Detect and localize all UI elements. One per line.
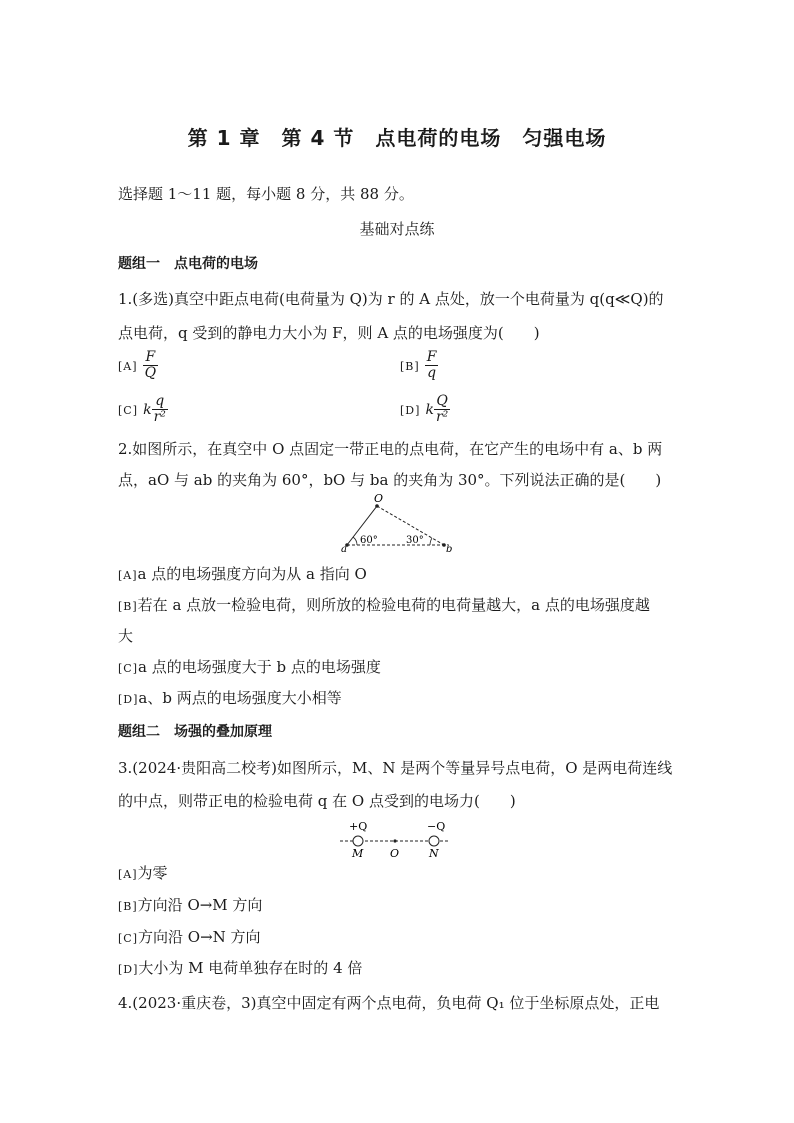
q3-text-line1: 3.(2024·贵阳高二校考)如图所示，M、N 是两个等量异号点电荷，O 是两电荷连线 (118, 759, 673, 777)
q3-text-line2: 的中点，则带正电的检验电荷 q 在 O 点受到的电场力( ) (118, 792, 516, 810)
intro-text: 选择题 1～11 题，每小题 8 分，共 88 分。 (118, 185, 414, 203)
option-label: [C] (118, 404, 138, 417)
q3-option-a[interactable]: [A]为零 (118, 864, 168, 882)
q2-text-line1: 2.如图所示，在真空中 O 点固定一带正电的点电荷，在它产生的电场中有 a、b 两 (118, 440, 663, 458)
fraction: $\frac{q}{\text{r²}}$ (153, 393, 166, 425)
option-label: [D] (400, 404, 421, 417)
section-heading: 基础对点练 (359, 220, 435, 238)
charge-M (353, 836, 363, 846)
charge-N (429, 836, 439, 846)
label-plus-Q: +Q (349, 820, 368, 833)
label-O: O (390, 847, 400, 860)
option-label: [B] (400, 360, 420, 373)
label-minus-Q: −Q (427, 820, 446, 833)
q1-option-b[interactable] (400, 350, 438, 381)
q3-option-b[interactable]: [B]方向沿 O→M 方向 (118, 896, 263, 914)
label-a: a (341, 544, 347, 555)
q2-option-b-cont: 大 (118, 627, 134, 645)
q2-text-line2: 点，aO 与 ab 的夹角为 60°，bO 与 ba 的夹角为 30°。下列说法正确的是( ) (118, 471, 662, 489)
q1-text-line2: 点电荷，q 受到的静电力大小为 F，则 A 点的电场强度为( ) (118, 324, 540, 342)
q3-charges-figure (335, 816, 465, 862)
label-30: 30° (406, 535, 424, 546)
label-N: N (429, 847, 439, 860)
group-heading-1: 题组一 点电荷的电场 (118, 256, 258, 272)
label-b: b (446, 544, 453, 555)
q2-triangle-figure (330, 492, 470, 556)
q1-option-c[interactable]: [C] k $\frac{q}{\text{r²}}$ (118, 393, 166, 425)
q2-option-b[interactable]: [B]若在 a 点放一检验电荷，则所放的检验电荷的电荷量越大，a 点的电场强度越 (118, 596, 650, 614)
q2-option-c[interactable]: [C]a 点的电场强度大于 b 点的电场强度 (118, 658, 381, 676)
q2-option-d[interactable]: [D]a、b 两点的电场强度大小相等 (118, 689, 342, 707)
label-O: O (374, 492, 384, 505)
fraction: $\frac{F}{Q}$ (144, 349, 157, 381)
group-heading-2: 题组二 场强的叠加原理 (118, 724, 272, 740)
q1-option-a[interactable] (118, 350, 158, 381)
angle-arc-a (353, 537, 357, 545)
label-60: 60° (360, 535, 378, 546)
page-title: 第 1 章 第 4 节 点电荷的电场 匀强电场 (187, 126, 607, 150)
label-M: M (352, 847, 364, 860)
q1-option-d[interactable]: [D] k $\frac{Q}{\text{r²}}$ (400, 393, 449, 425)
point-O (393, 839, 396, 842)
q2-option-a[interactable]: [A]a 点的电场强度方向为从 a 指向 O (118, 565, 367, 583)
angle-arc-b (430, 538, 432, 545)
q4-text-line1: 4.(2023·重庆卷，3)真空中固定有两个点电荷，负电荷 Q₁ 位于坐标原点处，正电 (118, 994, 660, 1012)
fraction: $\frac{Q}{\text{r²}}$ (435, 393, 449, 425)
q1-text-line1: 1.(多选)真空中距点电荷(电荷量为 Q)为 r 的 A 点处，放一个电荷量为 q(q≪Q)的 (118, 290, 664, 308)
fraction: $\frac{F}{q}$ (426, 349, 437, 381)
q3-option-d[interactable]: [D]大小为 M 电荷单独存在时的 4 倍 (118, 959, 363, 977)
q3-option-c[interactable]: [C]方向沿 O→N 方向 (118, 928, 261, 946)
option-label: [A] (118, 360, 138, 373)
